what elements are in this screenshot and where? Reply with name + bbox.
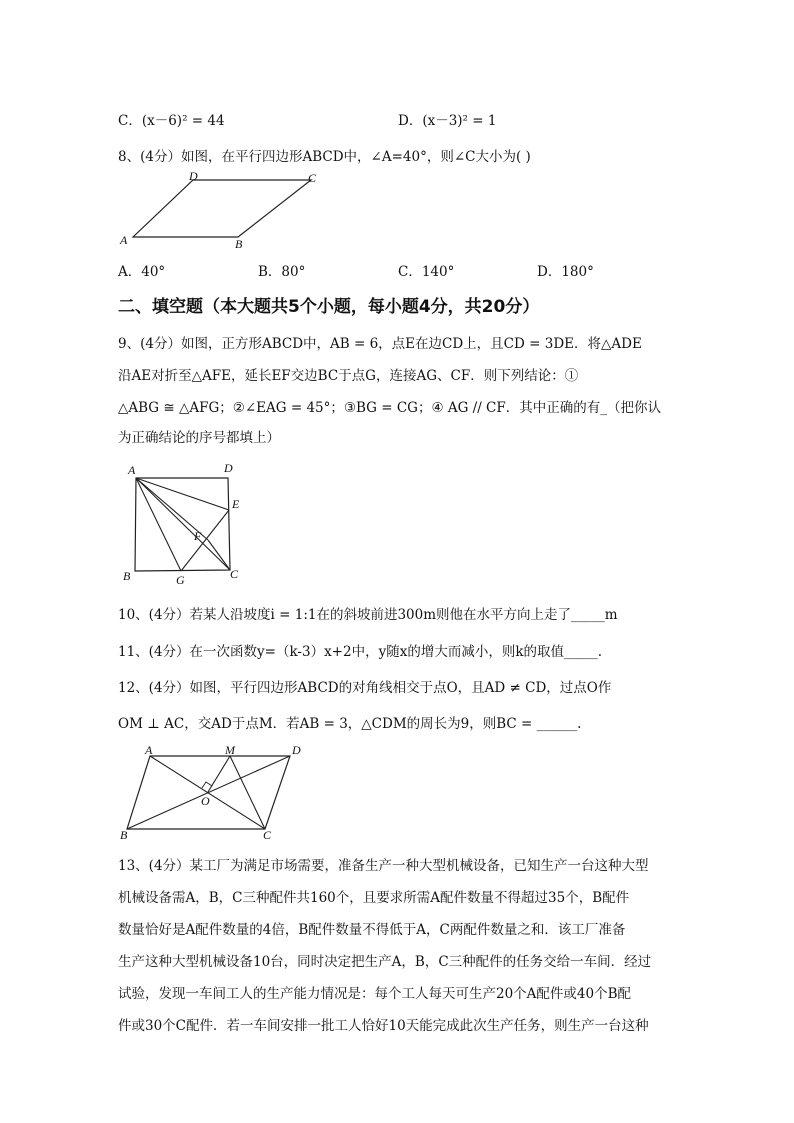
q8-option-b: B．80°	[258, 264, 306, 280]
q13-line-3: 数量恰好是A配件数量的4倍，B配件数量不得低于A，C两配件数量之和．该工厂准备	[118, 922, 626, 938]
q12-label-m: M	[225, 743, 235, 757]
q12-label-a: A	[145, 743, 153, 757]
q9-label-a: A	[128, 463, 136, 477]
q9-line-1: 9、(4分）如图，正方形ABCD中，AB = 6，点E在边CD上，且CD = 3DE．将△ADE	[118, 336, 642, 352]
q9-line-4: 为正确结论的序号都填上）	[118, 430, 280, 446]
q8-parallelogram-figure	[115, 168, 335, 250]
q9-label-f: F	[194, 529, 202, 543]
q12-line-1: 12、(4分）如图，平行四边形ABCD的对角线相交于点O，且AD ≠ CD，过点O作	[118, 680, 612, 696]
q7-option-c: C．(x－6)² = 44	[118, 113, 225, 129]
q12-line-2: OM ⊥ AC，交AD于点M．若AB = 3，△CDM的周长为9，则BC = ______.	[118, 716, 582, 732]
q8-stem: 8、(4分）如图，在平行四边形ABCD中，∠A=40°，则∠C大小为( )	[118, 149, 531, 165]
q9-label-d: D	[224, 461, 233, 475]
q12-parallelogram-figure	[115, 742, 315, 842]
q9-label-g: G	[176, 573, 185, 587]
q8-option-d: D．180°	[537, 264, 594, 280]
q9-label-c: C	[230, 567, 239, 581]
q8-label-c: C	[308, 171, 317, 185]
q8-option-c: C．140°	[398, 264, 455, 280]
q12-label-o: O	[201, 794, 210, 808]
q8-label-d: D	[189, 169, 198, 183]
q12-label-b: B	[120, 828, 128, 842]
q8-option-a: A．40°	[118, 264, 166, 280]
q11-text: 11、(4分）在一次函数y=（k-3）x+2中，y随x的增大而减小，则k的取值_____.	[118, 644, 603, 660]
q9-label-b: B	[123, 569, 131, 583]
q9-line-2: 沿AE对折至△AFE，延长EF交边BC于点G，连接AG、CF．则下列结论：①	[118, 368, 579, 384]
q9-label-e: E	[232, 497, 240, 511]
q9-square-figure	[118, 458, 253, 588]
section-heading: 二、填空题（本大题共5个小题，每小题4分，共20分）	[118, 297, 540, 317]
q12-label-c: C	[263, 828, 272, 842]
q13-line-4: 生产这种大型机械设备10台，同时决定把生产A，B，C三种配件的任务交给一车间．经过	[118, 954, 652, 970]
q8-label-a: A	[120, 233, 128, 247]
q13-line-2: 机械设备需A，B，C三种配件共160个，且要求所需A配件数量不得超过35个，B配件	[118, 890, 630, 906]
q7-option-d: D．(x－3)² = 1	[398, 113, 497, 129]
q12-label-d: D	[292, 743, 301, 757]
q10-text: 10、(4分）若某人沿坡度i = 1:1在的斜坡前进300m则他在水平方向上走了_____m	[118, 607, 618, 623]
q13-line-6: 件或30个C配件．若一车间安排一批工人恰好10天能完成此次生产任务，则生产一台这种	[118, 1018, 649, 1034]
q13-line-1: 13、(4分）某工厂为满足市场需要，准备生产一种大型机械设备，已知生产一台这种大型	[118, 858, 649, 874]
q9-line-3: △ABG ≅ △AFG；②∠EAG = 45°；③BG = CG；④ AG // CF．其中正确的有_（把你认	[118, 400, 662, 416]
q8-label-b: B	[235, 237, 243, 250]
q13-line-5: 试验，发现一车间工人的生产能力情况是：每个工人每天可生产20个A配件或40个B配	[118, 986, 632, 1002]
